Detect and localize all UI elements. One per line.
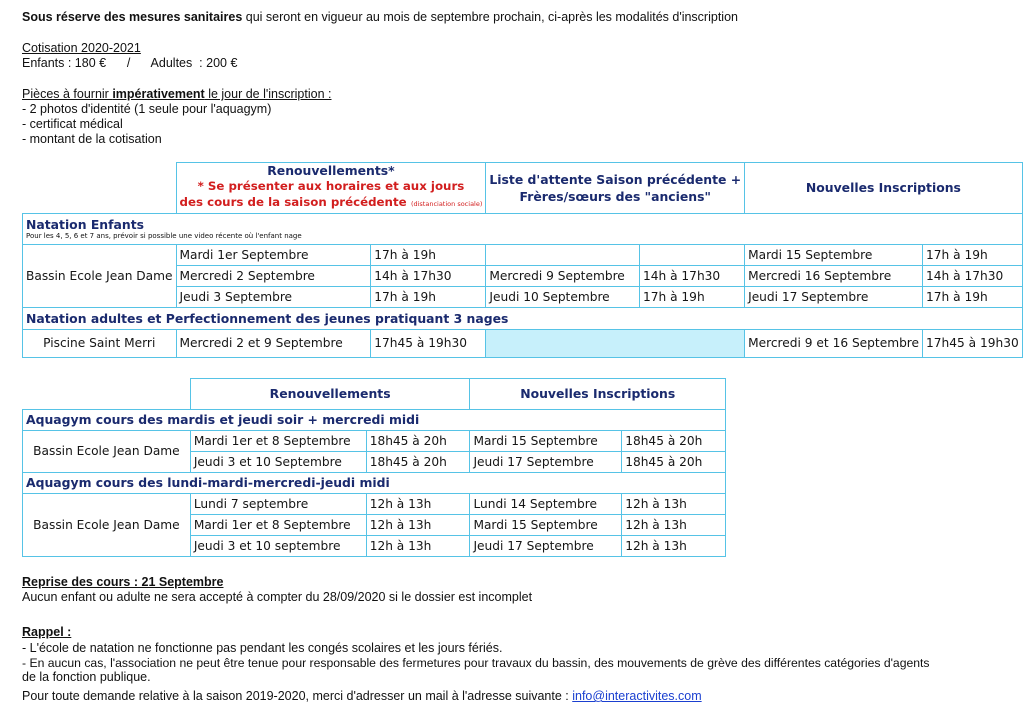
day-cell: Lundi 7 septembre (190, 493, 366, 514)
header-nouvelles: Nouvelles Inscriptions (470, 379, 726, 410)
blank-cell (23, 163, 177, 214)
time-cell: 14h à 17h30 (923, 265, 1023, 286)
pieces-item: - 2 photos d'identité (1 seule pour l'aquagym) (22, 102, 272, 116)
pieces-title-a: Pièces à fournir (22, 87, 113, 101)
table-row (23, 244, 1023, 265)
rappel-contact-line (22, 689, 702, 704)
header-renouv-title: Renouvellements* (267, 163, 395, 179)
header-renouvellements (176, 163, 486, 214)
section-row (23, 213, 1023, 244)
time-cell: 12h à 13h (622, 514, 726, 535)
section-aquagym-midi: Aquagym cours des lundi-mardi-mercredi-jeudi midi (23, 472, 726, 493)
time-cell: 12h à 13h (366, 493, 470, 514)
header-renouv-note1: * Se présenter aux horaires et aux jours (197, 179, 465, 194)
header-attente-1: Liste d'attente Saison précédente + (489, 171, 742, 187)
time-cell: 18h45 à 20h (366, 430, 470, 451)
schedule-table-natation (22, 162, 1023, 358)
rappel-line: de la fonction publique. (22, 670, 151, 684)
header-nouvelles: Nouvelles Inscriptions (745, 163, 1023, 214)
header-renouv-note2: des cours de la saison précédente (179, 195, 407, 210)
pieces-title (22, 87, 332, 102)
section-aquagym-soir: Aquagym cours des mardis et jeudi soir + mercredi midi (23, 409, 726, 430)
time-cell: 12h à 13h (366, 514, 470, 535)
day-cell: Mardi 15 Septembre (470, 430, 622, 451)
empty-shaded-cell (486, 329, 745, 357)
section-note: Pour les 4, 5, 6 et 7 ans, prévoir si possible une video récente où l'enfant nage (26, 231, 302, 240)
intro-line (22, 10, 738, 25)
day-cell: Mardi 15 Septembre (470, 514, 622, 535)
day-cell: Jeudi 17 Septembre (470, 451, 622, 472)
day-cell: Mardi 15 Septembre (745, 244, 923, 265)
day-cell: Jeudi 17 Septembre (745, 286, 923, 307)
section-row (23, 307, 1023, 329)
time-cell: 18h45 à 20h (366, 451, 470, 472)
time-cell: 18h45 à 20h (622, 451, 726, 472)
time-cell: 12h à 13h (366, 535, 470, 556)
day-cell: Lundi 14 Septembre (470, 493, 622, 514)
day-cell: Mercredi 16 Septembre (745, 265, 923, 286)
table-row (23, 430, 726, 451)
location-cell: Bassin Ecole Jean Dame (23, 244, 177, 307)
time-cell: 17h à 19h (923, 244, 1023, 265)
reprise-line: Aucun enfant ou adulte ne sera accepté à compter du 28/09/2020 si le dossier est incomplet (22, 590, 533, 604)
cotisation-title: Cotisation 2020-2021 (22, 41, 141, 55)
section-row (23, 472, 726, 493)
day-cell: Mercredi 9 Septembre (486, 265, 640, 286)
time-cell: 17h à 19h (371, 286, 486, 307)
rappel-line: - L'école de natation ne fonctionne pas pendant les congés scolaires et les jours fériés. (22, 641, 503, 655)
intro-bold: Sous réserve des mesures sanitaires (22, 10, 243, 24)
time-cell: 14h à 17h30 (371, 265, 486, 286)
day-cell: Mercredi 9 et 16 Septembre (745, 329, 923, 357)
day-cell: Jeudi 10 Septembre (486, 286, 640, 307)
location-cell: Bassin Ecole Jean Dame (23, 430, 191, 472)
email-link[interactable]: info@interactivites.com (572, 689, 702, 703)
day-cell: Mercredi 2 Septembre (176, 265, 371, 286)
rappel-line: - En aucun cas, l'association ne peut être tenue pour responsable des fermetures pour travaux du bassin, des mouvements de grève des différentes catégories d'agents (22, 656, 930, 670)
day-cell: Jeudi 3 Septembre (176, 286, 371, 307)
location-cell: Bassin Ecole Jean Dame (23, 493, 191, 556)
day-cell: Mercredi 2 et 9 Septembre (176, 329, 371, 357)
header-attente-2: Frères/sœurs des "anciens" (519, 188, 711, 204)
table-header-row (23, 379, 726, 410)
day-cell: Jeudi 3 et 10 Septembre (190, 451, 366, 472)
section-row (23, 409, 726, 430)
header-renouv-note-small: (distanciation sociale) (410, 200, 483, 209)
cotisation-line: Enfants : 180 € / Adultes : 200 € (22, 56, 238, 70)
day-cell: Mardi 1er et 8 Septembre (190, 430, 366, 451)
intro-rest: qui seront en vigueur au mois de septembre prochain, ci-après les modalités d'inscription (242, 10, 738, 24)
schedule-table-aquagym (22, 378, 726, 557)
time-cell: 12h à 13h (622, 493, 726, 514)
rappel-title: Rappel : (22, 625, 72, 639)
time-cell: 17h45 à 19h30 (371, 329, 486, 357)
pieces-item: - montant de la cotisation (22, 132, 162, 146)
time-cell: 17h à 19h (371, 244, 486, 265)
table-row (23, 329, 1023, 357)
time-cell: 17h45 à 19h30 (923, 329, 1023, 357)
table-row (23, 493, 726, 514)
pieces-title-c: le jour de l'inscription : (204, 87, 332, 101)
time-cell (639, 244, 744, 265)
location-cell: Piscine Saint Merri (23, 329, 177, 357)
blank-cell (23, 379, 191, 410)
time-cell: 14h à 17h30 (639, 265, 744, 286)
rappel-contact-text: Pour toute demande relative à la saison 2019-2020, merci d'adresser un mail à l'adresse suivante : (22, 689, 573, 703)
day-cell: Jeudi 17 Septembre (470, 535, 622, 556)
day-cell: Mardi 1er Septembre (176, 244, 371, 265)
section-natation-adultes: Natation adultes et Perfectionnement des jeunes pratiquant 3 nages (23, 307, 1023, 329)
time-cell: 17h à 19h (923, 286, 1023, 307)
pieces-item: - certificat médical (22, 117, 123, 131)
header-renouvellements: Renouvellements (190, 379, 470, 410)
section-title: Natation Enfants (26, 216, 144, 232)
day-cell: Jeudi 3 et 10 septembre (190, 535, 366, 556)
pieces-title-b: impérativement (112, 87, 205, 101)
section-natation-enfants (23, 213, 1023, 244)
time-cell: 17h à 19h (639, 286, 744, 307)
table-header-row (23, 163, 1023, 214)
day-cell (486, 244, 640, 265)
reprise-title: Reprise des cours : 21 Septembre (22, 575, 224, 589)
time-cell: 12h à 13h (622, 535, 726, 556)
header-liste-attente (486, 163, 745, 214)
day-cell: Mardi 1er et 8 Septembre (190, 514, 366, 535)
time-cell: 18h45 à 20h (622, 430, 726, 451)
